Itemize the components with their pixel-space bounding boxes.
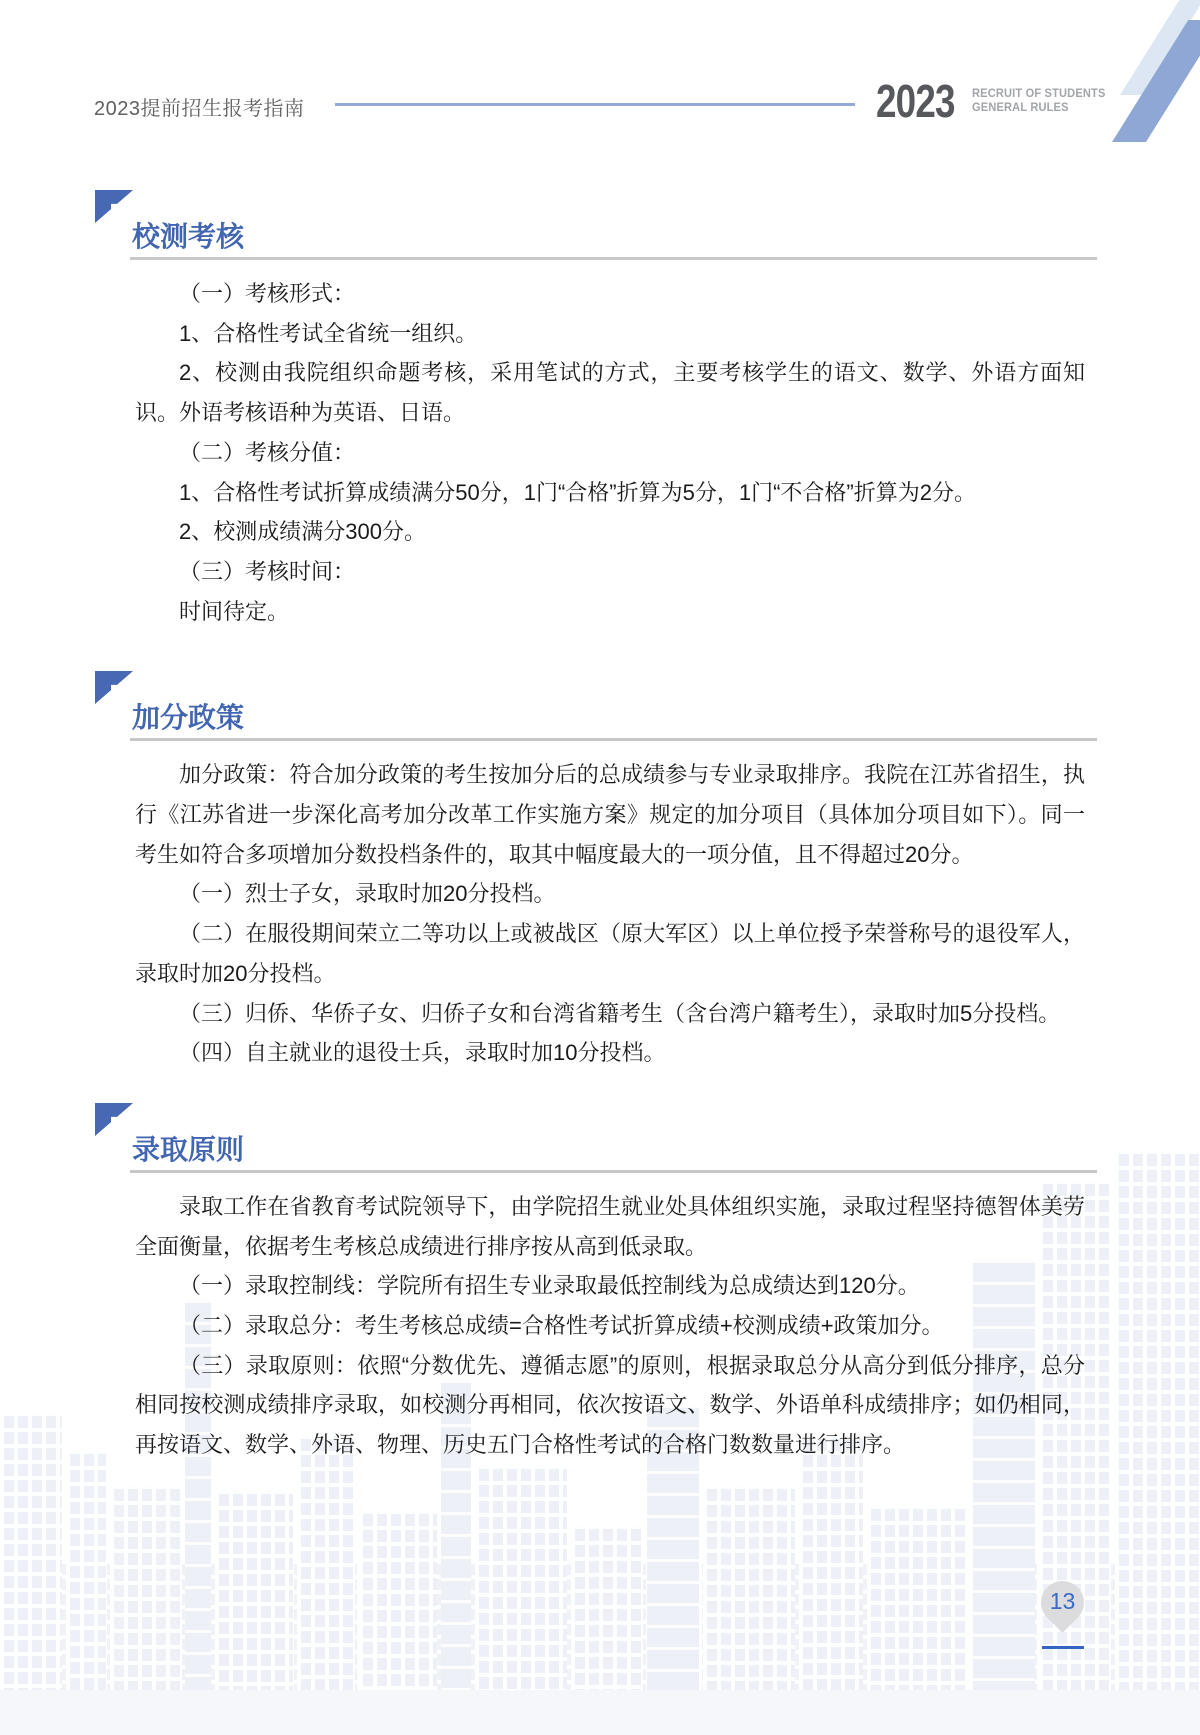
header-divider-line: [335, 103, 855, 106]
section-title: 校测考核: [132, 221, 245, 252]
paragraph: 加分政策：符合加分政策的考生按加分后的总成绩参与专业录取排序。我院在江苏省招生，执行《江苏省进一步深化高考加分改革工作实施方案》规定的加分项目（具体加分项目如下）。同一考生如符合多项增加分数投档条件的，取其中幅度最大的一项分值，且不得超过20分。: [135, 762, 1085, 867]
section-bonus-point-policy: [95, 671, 1097, 1073]
paragraph: （四）自主就业的退役士兵，录取时加10分投档。: [179, 1040, 666, 1066]
watermark-building: [703, 1485, 795, 1690]
paragraph: （一）烈士子女，录取时加20分投档。: [179, 881, 556, 907]
watermark-building: [66, 1450, 106, 1690]
paragraph: 1、合格性考试折算成绩满分50分，1门“合格”折算为5分，1门“不合格”折算为2分。: [179, 479, 976, 505]
paragraph: 时间待定。: [179, 598, 290, 624]
section-title-underline: [130, 1170, 1097, 1173]
section-title: 加分政策: [132, 702, 245, 734]
watermark-building: [867, 1505, 969, 1690]
watermark-building: [475, 1465, 567, 1690]
paragraph: （一）录取控制线：学院所有招生专业录取最低控制线为总成绩达到120分。: [179, 1273, 920, 1299]
paragraph: （三）归侨、华侨子女、归侨子女和台湾省籍考生（含台湾户籍考生），录取时加5分投档。: [179, 1000, 1061, 1026]
header-logo-subtitle-line1: RECRUIT OF STUDENTS: [972, 86, 1106, 100]
watermark-building: [799, 1435, 863, 1690]
section-body: [135, 755, 1085, 1073]
page-number-underline: [1042, 1646, 1084, 1649]
watermark-building: [110, 1485, 182, 1690]
header-year-logo: 2023: [876, 75, 955, 127]
watermark-building: [297, 1435, 355, 1690]
paragraph: （三）考核时间：: [179, 558, 356, 584]
section-title: 录取原则: [132, 1133, 245, 1165]
paragraph: 录取工作在省教育考试院领导下，由学院招生就业处具体组织实施，录取过程坚持德智体美劳全面衡量，依据考生考核总成绩进行排序按从高到低录取。: [135, 1193, 1085, 1259]
page-number: 13: [1049, 1588, 1076, 1614]
paragraph: （三）录取原则：依照“分数优先、遵循志愿”的原则，根据录取总分从高分到低分排序，总分相同按校测成绩排序录取，如校测分再相同，依次按语文、数学、外语单科成绩排序；如仍相同，再按语文、数学、外语、物理、历史五门合格性考试的合格门数数量进行排序。: [135, 1352, 1085, 1458]
watermark-building: [215, 1490, 293, 1690]
paragraph: 1、合格性考试全省统一组织。: [179, 320, 478, 346]
section-exam-assessment: [95, 190, 1097, 631]
running-header-title: 2023提前招生报考指南: [94, 98, 305, 120]
paragraph: 2、校测成绩满分300分。: [179, 519, 426, 545]
paragraph: （一）考核形式：: [179, 281, 356, 306]
header-logo-subtitle: [972, 86, 1106, 114]
section-body: [135, 1187, 1085, 1465]
paragraph: （二）在服役期间荣立二等功以上或被战区（原大军区）以上单位授予荣誉称号的退役军人，录取时加20分投档。: [135, 921, 1085, 986]
corner-flag-icon: [95, 1103, 133, 1136]
paragraph: （二）考核分值：: [179, 439, 356, 465]
section-body: [135, 274, 1085, 631]
watermark-bottom-strip: [0, 1690, 1200, 1735]
corner-flag-icon: [95, 671, 133, 704]
section-title-underline: [130, 738, 1097, 741]
watermark-building: [571, 1525, 643, 1690]
section-admission-principles: [95, 1103, 1097, 1465]
section-title-underline: [130, 257, 1097, 260]
corner-flag-icon: [95, 190, 133, 223]
paragraph: 2、校测由我院组织命题考核，采用笔试的方式，主要考核学生的语文、数学、外语方面知识。外语考核语种为英语、日语。: [135, 360, 1085, 426]
paragraph: （二）录取总分：考生考核总成绩=合格性考试折算成绩+校测成绩+政策加分。: [179, 1313, 944, 1339]
watermark-building: [359, 1510, 437, 1690]
header-logo-subtitle-line2: GENERAL RULES: [972, 100, 1069, 114]
